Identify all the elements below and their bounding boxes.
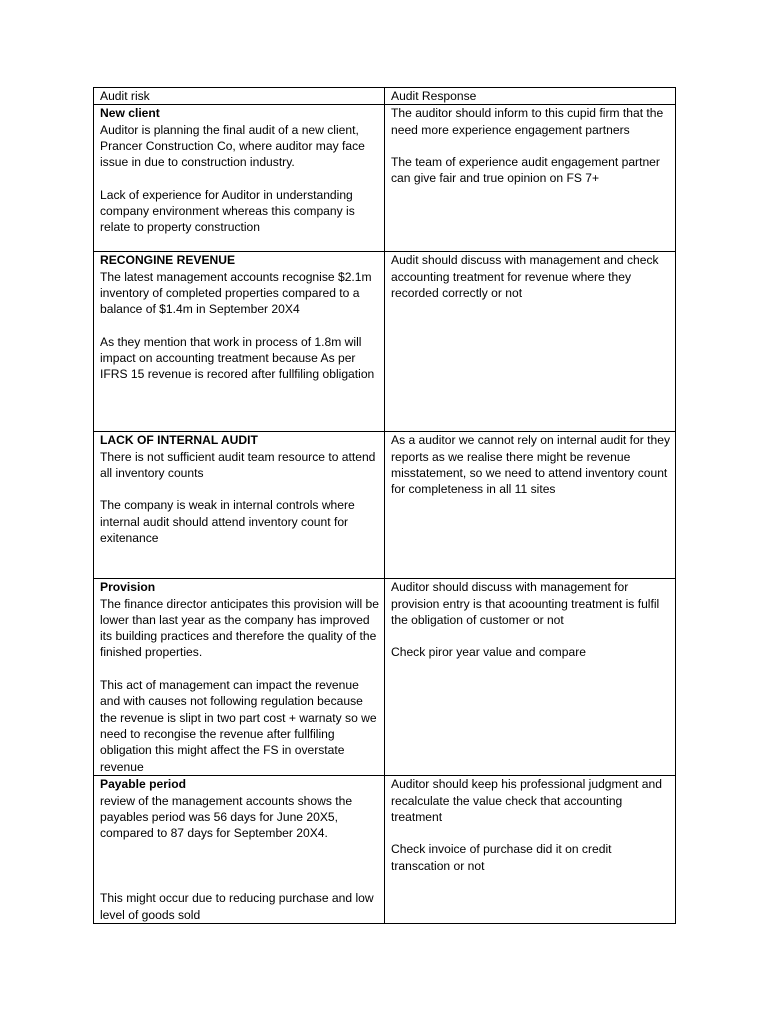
risk-paragraph: Lack of experience for Auditor in understanding company environment whereas this company is relate to property construction (100, 187, 355, 235)
response-cell (385, 432, 676, 579)
risk-cell (94, 432, 385, 579)
risk-paragraph: The latest management accounts recognise $2.1m inventory of completed properties compared to a balance of $1.4m in September 20X4 (100, 269, 372, 317)
table-row (94, 105, 676, 252)
table-row (94, 579, 676, 776)
response-paragraph: The team of experience audit engagement partner can give fair and true opinion on FS 7+ (391, 155, 660, 186)
header-audit-response: Audit Response (385, 88, 676, 105)
risk-title: Provision (100, 580, 156, 595)
risk-title: New client (100, 106, 160, 121)
response-paragraph: Check piror year value and compare (391, 645, 586, 660)
risk-cell (94, 252, 385, 432)
risk-paragraph: The company is weak in internal controls where internal audit should attend inventory count for exitenance (100, 498, 355, 546)
risk-cell (94, 579, 385, 776)
response-paragraph: The auditor should inform to this cupid firm that the need more experience engagement partners (391, 106, 664, 137)
response-cell (385, 105, 676, 252)
risk-paragraph: The finance director anticipates this provision will be lower than last year as the company has improved its building practices and therefore the quality of the finished properties. (100, 596, 379, 660)
risk-title: LACK OF INTERNAL AUDIT (100, 433, 258, 448)
risk-paragraph: There is not sufficient audit team resource to attend all inventory counts (100, 449, 376, 480)
response-cell (385, 579, 676, 776)
risk-title: Payable period (100, 777, 187, 792)
response-cell (385, 252, 676, 432)
response-paragraph: Check invoice of purchase did it on credit transcation or not (391, 842, 612, 873)
response-paragraph: Auditor should keep his professional judgment and recalculate the value check that accounting treatment (391, 777, 662, 824)
response-paragraph: Audit should discuss with management and check accounting treatment for revenue where they recorded correctly or not (391, 253, 659, 300)
table-row (94, 432, 676, 579)
risk-paragraph: As they mention that work in process of 1.8m will impact on accounting treatment because As per IFRS 15 revenue is recored after fullfiling obligation (100, 334, 375, 382)
risk-cell (94, 776, 385, 924)
table-header-row (94, 88, 676, 105)
response-paragraph: As a auditor we cannot rely on internal audit for they reports as we realise there might be revenue misstatement, so we need to attend inventory count for completeness in all 11 sites (391, 433, 670, 497)
response-cell (385, 776, 676, 924)
risk-paragraph: review of the management accounts shows the payables period was 56 days for June 20X5, compared to 87 days for September 20X4. (100, 793, 353, 841)
table-row (94, 776, 676, 924)
header-audit-risk: Audit risk (94, 88, 385, 105)
table-row (94, 252, 676, 432)
risk-paragraph: This might occur due to reducing purchase and low level of goods sold (100, 891, 374, 922)
audit-table (93, 87, 676, 924)
risk-paragraph: This act of management can impact the revenue and with causes not following regulation because the revenue is slipt in two part cost + warnaty so we need to recongise the revenue after fullfiling obligation this might affect the FS in overstate revenue (100, 678, 377, 774)
risk-cell (94, 105, 385, 252)
response-paragraph: Auditor should discuss with management for provision entry is that acoounting treatment is fulfil the obligation of customer or not (391, 580, 660, 627)
risk-title: RECONGINE REVENUE (100, 253, 236, 268)
risk-paragraph: Auditor is planning the final audit of a new client, Prancer Construction Co, where auditor may face issue in due to construction industry. (100, 122, 365, 170)
